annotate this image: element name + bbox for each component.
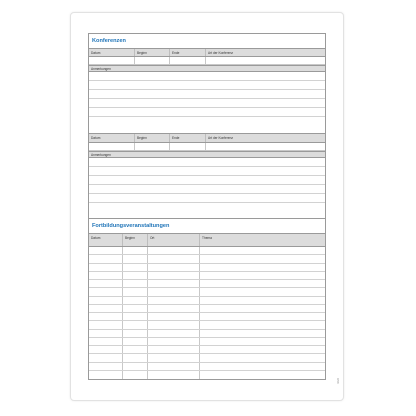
notes-line[interactable] — [89, 167, 325, 176]
training-row — [89, 354, 325, 362]
header-thema: Thema — [202, 236, 212, 240]
field-datum[interactable] — [89, 321, 123, 328]
field-thema[interactable] — [200, 346, 325, 353]
training-row — [89, 272, 325, 280]
field-ort[interactable] — [148, 313, 200, 320]
field-thema[interactable] — [200, 288, 325, 295]
field-ort[interactable] — [148, 354, 200, 361]
notes-line[interactable] — [89, 158, 325, 167]
header-beginn: Beginn — [135, 49, 170, 56]
notes-lines[interactable] — [89, 72, 325, 126]
conference-header-row — [89, 134, 325, 143]
training-row — [89, 363, 325, 371]
field-datum[interactable] — [89, 371, 123, 379]
field-ort[interactable] — [148, 280, 200, 287]
notes-line[interactable] — [89, 72, 325, 81]
field-thema[interactable] — [200, 297, 325, 304]
conference-header-row — [89, 48, 325, 57]
notes-label-row — [89, 151, 325, 158]
field-beginn[interactable] — [123, 354, 148, 361]
header-beginn: Beginn — [135, 134, 170, 142]
training-row — [89, 247, 325, 255]
training-row — [89, 321, 325, 329]
field-datum[interactable] — [89, 272, 123, 279]
document-page — [70, 12, 344, 401]
field-thema[interactable] — [200, 280, 325, 287]
field-ort[interactable] — [148, 321, 200, 328]
conference-value-row — [89, 143, 325, 151]
field-datum[interactable] — [89, 338, 123, 345]
field-thema[interactable] — [200, 363, 325, 370]
header-ende: Ende — [170, 49, 206, 56]
notes-line[interactable] — [89, 203, 325, 212]
field-beginn[interactable] — [123, 338, 148, 345]
field-beginn[interactable] — [123, 363, 148, 370]
field-ort[interactable] — [148, 297, 200, 304]
field-thema[interactable] — [200, 264, 325, 271]
field-beginn[interactable] — [123, 247, 148, 254]
field-ort[interactable] — [148, 305, 200, 312]
field-datum[interactable] — [89, 363, 123, 370]
field-beginn[interactable] — [123, 305, 148, 312]
notes-label-row — [89, 65, 325, 72]
field-beginn[interactable] — [123, 288, 148, 295]
field-thema[interactable] — [200, 247, 325, 254]
field-ende[interactable] — [170, 57, 206, 64]
notes-label: Anmerkungen — [91, 153, 111, 157]
field-beginn[interactable] — [123, 330, 148, 337]
field-thema[interactable] — [200, 354, 325, 361]
notes-line[interactable] — [89, 185, 325, 194]
field-ort[interactable] — [148, 264, 200, 271]
field-datum[interactable] — [89, 346, 123, 353]
training-row — [89, 313, 325, 321]
header-datum: Datum — [89, 134, 135, 142]
notes-line[interactable] — [89, 99, 325, 108]
training-row — [89, 346, 325, 354]
field-thema[interactable] — [200, 272, 325, 279]
header-datum: Datum — [89, 234, 123, 246]
section-title-fortbildungsveranstaltungen: Fortbildungsveranstaltungen — [92, 223, 170, 229]
training-row — [89, 297, 325, 305]
training-row — [89, 330, 325, 338]
notes-line[interactable] — [89, 81, 325, 90]
field-datum[interactable] — [89, 330, 123, 337]
field-beginn[interactable] — [123, 346, 148, 353]
field-beginn[interactable] — [123, 272, 148, 279]
field-ort[interactable] — [148, 363, 200, 370]
section-title-konferenzen: Konferenzen — [92, 38, 126, 44]
field-datum[interactable] — [89, 255, 123, 262]
notes-line[interactable] — [89, 194, 325, 203]
header-art-der-konferenz: Art der Konferenz — [208, 136, 233, 140]
header-datum: Datum — [89, 49, 135, 56]
field-beginn[interactable] — [123, 371, 148, 379]
field-thema[interactable] — [200, 371, 325, 379]
field-beginn[interactable] — [123, 280, 148, 287]
field-datum[interactable] — [89, 57, 135, 64]
field-beginn[interactable] — [123, 313, 148, 320]
conference-section-1 — [88, 33, 326, 135]
conference-value-row — [89, 57, 325, 65]
header-ende: Ende — [170, 134, 206, 142]
field-thema[interactable] — [200, 305, 325, 312]
training-row — [89, 288, 325, 296]
footer-code: 1022 — [337, 378, 340, 384]
training-row — [89, 371, 325, 379]
field-ende[interactable] — [170, 143, 206, 150]
field-beginn[interactable] — [123, 321, 148, 328]
training-row — [89, 255, 325, 263]
training-row — [89, 264, 325, 272]
field-ort[interactable] — [148, 338, 200, 345]
notes-line[interactable] — [89, 90, 325, 99]
field-ort[interactable] — [148, 255, 200, 262]
field-datum[interactable] — [89, 264, 123, 271]
field-art-der-konferenz[interactable] — [206, 57, 325, 64]
field-beginn[interactable] — [123, 255, 148, 262]
field-art-der-konferenz[interactable] — [206, 143, 325, 150]
field-beginn[interactable] — [135, 143, 170, 150]
field-thema[interactable] — [200, 321, 325, 328]
header-art-der-konferenz: Art der Konferenz — [208, 51, 233, 55]
notes-line[interactable] — [89, 176, 325, 185]
conference-section-2 — [88, 133, 326, 221]
field-thema[interactable] — [200, 330, 325, 337]
training-row — [89, 280, 325, 288]
training-section — [88, 218, 326, 380]
field-datum[interactable] — [89, 280, 123, 287]
notes-label: Anmerkungen — [91, 67, 111, 71]
field-ort[interactable] — [148, 330, 200, 337]
field-ort[interactable] — [148, 346, 200, 353]
field-ort[interactable] — [148, 247, 200, 254]
training-row — [89, 305, 325, 313]
field-ort[interactable] — [148, 371, 200, 379]
field-thema[interactable] — [200, 313, 325, 320]
field-datum[interactable] — [89, 143, 135, 150]
field-ort[interactable] — [148, 272, 200, 279]
training-row — [89, 338, 325, 346]
field-beginn[interactable] — [123, 264, 148, 271]
field-ort[interactable] — [148, 288, 200, 295]
header-beginn: Beginn — [123, 234, 148, 246]
header-ort: Ort — [148, 234, 200, 246]
field-datum[interactable] — [89, 313, 123, 320]
field-beginn[interactable] — [135, 57, 170, 64]
notes-lines[interactable] — [89, 158, 325, 212]
field-datum[interactable] — [89, 354, 123, 361]
field-thema[interactable] — [200, 255, 325, 262]
notes-line[interactable] — [89, 117, 325, 126]
field-beginn[interactable] — [123, 297, 148, 304]
training-header-row — [89, 233, 325, 247]
notes-line[interactable] — [89, 108, 325, 117]
field-datum[interactable] — [89, 297, 123, 304]
training-rows — [89, 247, 325, 379]
field-datum[interactable] — [89, 305, 123, 312]
field-datum[interactable] — [89, 288, 123, 295]
field-datum[interactable] — [89, 247, 123, 254]
field-thema[interactable] — [200, 338, 325, 345]
